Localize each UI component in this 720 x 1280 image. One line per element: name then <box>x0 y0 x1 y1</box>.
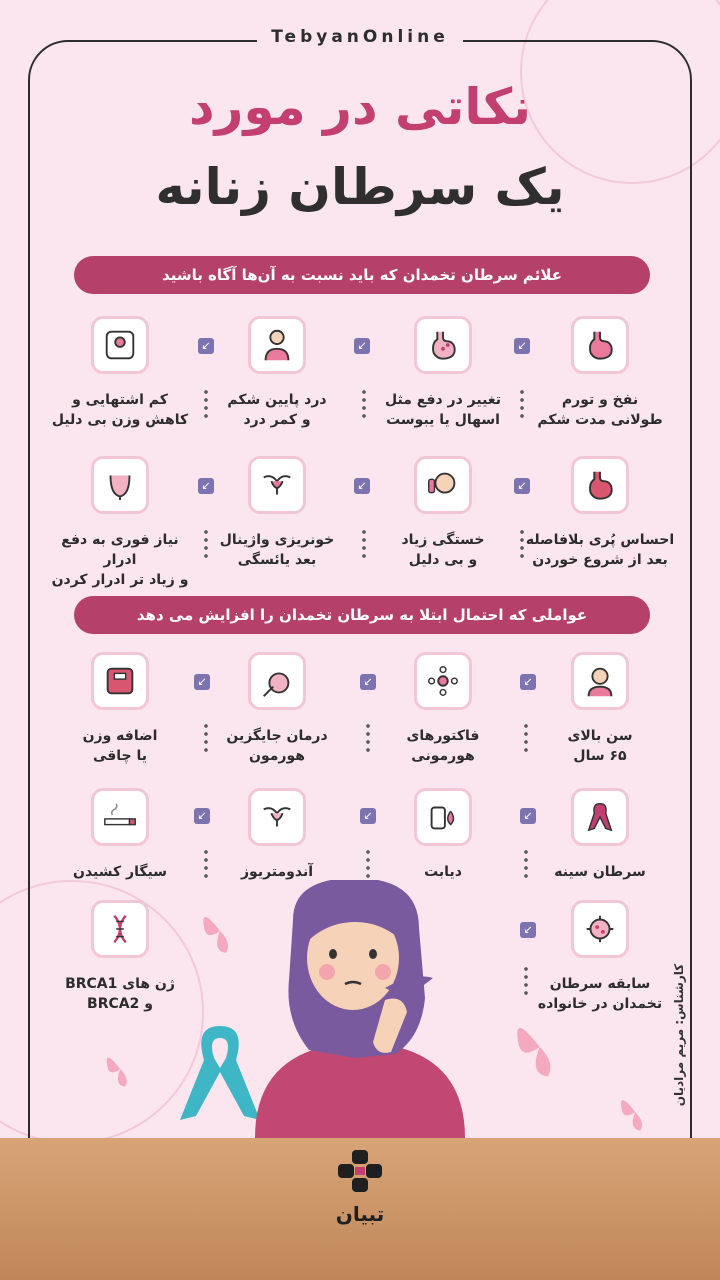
arrow-icon: ↙ <box>354 338 370 354</box>
stomach-bloating-icon <box>571 316 629 374</box>
weight-scale-icon <box>91 316 149 374</box>
item-label: ژن های BRCA1 و BRCA2 <box>65 976 175 1012</box>
separator-dots <box>362 528 366 562</box>
cancer-cell-icon <box>571 900 629 958</box>
arrow-icon: ↙ <box>520 808 536 824</box>
elderly-woman-icon <box>571 652 629 710</box>
symptom-item <box>525 316 675 430</box>
arrow-icon: ↙ <box>198 478 214 494</box>
expert-credit: کارشناس: مریم مرادیان <box>672 963 686 1107</box>
tebyan-logo <box>318 1150 402 1226</box>
item-label: سرطان سینه <box>554 864 646 880</box>
item-label: درد پایین شکم و کمر درد <box>227 392 327 428</box>
risk-factor-item <box>45 652 195 766</box>
separator-dots <box>524 722 528 756</box>
digestive-change-icon <box>414 316 472 374</box>
separator-dots <box>204 388 208 422</box>
risk-factor-item <box>45 900 195 1014</box>
risk-factor-item <box>525 788 675 882</box>
separator-dots <box>524 848 528 882</box>
risk-factor-item <box>202 788 352 882</box>
item-label: نفخ و تورم طولانی مدت شکم <box>537 392 663 428</box>
item-label: سن بالای ۶۵ سال <box>567 728 633 764</box>
separator-dots <box>366 848 370 882</box>
separator-dots <box>204 722 208 756</box>
bladder-icon <box>91 456 149 514</box>
risk-factor-item <box>45 788 195 882</box>
back-pain-icon <box>248 316 306 374</box>
arrow-icon: ↙ <box>198 338 214 354</box>
uterus-bleeding-icon <box>248 456 306 514</box>
section-heading-symptoms: علائم سرطان تخمدان که باید نسبت به آن‌ها آگاه باشید <box>74 256 650 294</box>
full-stomach-icon <box>571 456 629 514</box>
symptom-item <box>45 316 195 430</box>
hormone-icon <box>414 652 472 710</box>
separator-dots <box>524 965 528 999</box>
scale-icon <box>91 652 149 710</box>
cigarette-icon <box>91 788 149 846</box>
arrow-icon: ↙ <box>354 478 370 494</box>
fatigue-icon <box>414 456 472 514</box>
title-line-1: نکاتی در مورد <box>189 78 531 136</box>
risk-factor-item <box>525 900 675 1014</box>
arrow-icon: ↙ <box>514 338 530 354</box>
pink-ribbon-icon <box>571 788 629 846</box>
separator-dots <box>204 528 208 562</box>
item-label: نیاز فوری به دفع ادرار و زیاد تر ادرار کردن <box>51 532 189 588</box>
arrow-icon: ↙ <box>514 478 530 494</box>
item-label: سیگار کشیدن <box>73 864 167 880</box>
symptom-item <box>202 316 352 430</box>
symptom-item <box>368 456 518 570</box>
risk-factor-item <box>525 652 675 766</box>
risk-factor-item <box>202 652 352 766</box>
hormone-therapy-icon <box>248 652 306 710</box>
risk-factor-item <box>368 652 518 766</box>
dna-icon <box>91 900 149 958</box>
symptom-item <box>202 456 352 570</box>
item-label: سابقه سرطان تخمدان در خانواده <box>537 976 663 1012</box>
arrow-icon: ↙ <box>360 808 376 824</box>
symptom-item <box>45 456 195 590</box>
arrow-icon: ↙ <box>360 674 376 690</box>
separator-dots <box>520 528 524 562</box>
item-label: فاکتورهای هورمونی <box>406 728 480 764</box>
glucose-meter-icon <box>414 788 472 846</box>
symptom-item <box>368 316 518 430</box>
section-heading-risk-factors: عواملی که احتمال ابتلا به سرطان تخمدان را افزایش می دهد <box>74 596 650 634</box>
item-label: تغییر در دفع مثل اسهال یا یبوست <box>385 392 501 428</box>
item-label: آندومتریوز <box>240 864 314 880</box>
risk-factor-item <box>368 788 518 882</box>
butterfly-icon <box>104 1048 138 1090</box>
woman-illustration <box>235 880 485 1138</box>
logo-text: تبیان <box>335 1202 385 1226</box>
arrow-icon: ↙ <box>194 674 210 690</box>
separator-dots <box>204 848 208 882</box>
item-label: دیابت <box>424 864 462 880</box>
item-label: احساس پُری بلافاصله بعد از شروع خوردن <box>525 532 675 568</box>
butterfly-icon <box>618 1090 654 1134</box>
item-label: اضافه وزن یا چاقی <box>82 728 158 764</box>
item-label: کم اشتهایی و کاهش وزن بی دلیل <box>51 392 189 428</box>
separator-dots <box>362 388 366 422</box>
item-label: خونریزی واژینال بعد یائسگی <box>219 532 335 568</box>
brand-name: TebyanOnline <box>257 27 463 47</box>
item-label: درمان جایگزین هورمون <box>226 728 328 764</box>
arrow-icon: ↙ <box>520 922 536 938</box>
arrow-icon: ↙ <box>520 674 536 690</box>
separator-dots <box>366 722 370 756</box>
item-label: خستگی زیاد و بی دلیل <box>401 532 485 568</box>
symptom-item <box>525 456 675 570</box>
brand-header <box>0 27 720 47</box>
tebyan-logo-icon <box>334 1150 386 1196</box>
butterfly-icon <box>510 1012 572 1082</box>
uterus-icon <box>248 788 306 846</box>
arrow-icon: ↙ <box>194 808 210 824</box>
title-line-2: یک سرطان زنانه <box>155 158 565 216</box>
separator-dots <box>520 388 524 422</box>
